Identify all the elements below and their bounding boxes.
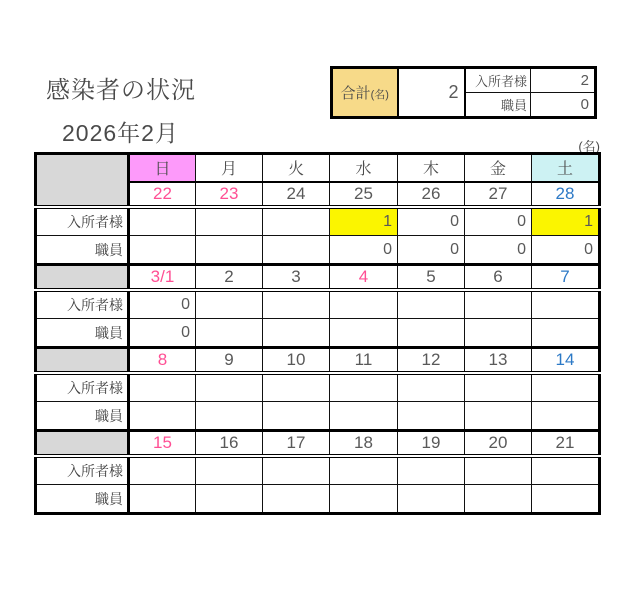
total-label-text: 合計 [340, 85, 371, 102]
residents-count-cell [196, 373, 263, 402]
residents-row-label: 入所者様 [36, 207, 129, 236]
date-cell: 20 [465, 431, 532, 456]
date-cell: 24 [263, 182, 330, 207]
month-title: 2026年2月 [62, 120, 179, 146]
day-header-mon: 月 [196, 154, 263, 182]
staff-count-cell [129, 236, 196, 265]
date-cell: 15 [129, 431, 196, 456]
date-cell: 21 [532, 431, 600, 456]
date-cell: 4 [330, 265, 398, 290]
date-cell: 9 [196, 348, 263, 373]
residents-count-cell [263, 207, 330, 236]
residents-count-cell [129, 456, 196, 485]
residents-count-cell [398, 373, 465, 402]
staff-count-cell [196, 402, 263, 431]
staff-count-cell: 0 [532, 236, 600, 265]
date-cell: 17 [263, 431, 330, 456]
week-blank-cell [36, 431, 129, 456]
date-cell: 2 [196, 265, 263, 290]
date-cell: 23 [196, 182, 263, 207]
residents-count-cell-highlighted: 1 [330, 207, 398, 236]
date-cell: 3 [263, 265, 330, 290]
residents-count-cell [398, 456, 465, 485]
infection-calendar-table [34, 152, 601, 515]
residents-count-cell [330, 373, 398, 402]
date-cell: 3/1 [129, 265, 196, 290]
week-blank-cell [36, 348, 129, 373]
day-header-thu: 木 [398, 154, 465, 182]
staff-count-cell [263, 319, 330, 348]
staff-count-cell [398, 485, 465, 514]
staff-count-cell [263, 485, 330, 514]
residents-row-label: 入所者様 [36, 290, 129, 319]
staff-count-cell [465, 402, 532, 431]
residents-count-cell [263, 373, 330, 402]
summary-staff-label: 職員 [465, 93, 531, 118]
staff-row-label: 職員 [36, 402, 129, 431]
residents-count-cell: 0 [398, 207, 465, 236]
date-cell: 7 [532, 265, 600, 290]
residents-count-cell [196, 456, 263, 485]
residents-count-cell [129, 207, 196, 236]
staff-count-cell: 0 [129, 319, 196, 348]
total-unit-text: (名) [370, 89, 389, 101]
date-cell: 26 [398, 182, 465, 207]
summary-staff-value: 0 [531, 93, 596, 118]
residents-count-cell: 0 [129, 290, 196, 319]
residents-count-cell [465, 456, 532, 485]
day-header-sat: 土 [532, 154, 600, 182]
date-cell: 11 [330, 348, 398, 373]
staff-row-label: 職員 [36, 319, 129, 348]
date-cell: 16 [196, 431, 263, 456]
staff-count-cell [196, 485, 263, 514]
week-blank-cell [36, 265, 129, 290]
date-cell: 12 [398, 348, 465, 373]
residents-count-cell-highlighted: 1 [532, 207, 600, 236]
staff-count-cell [330, 402, 398, 431]
total-label [332, 68, 398, 118]
staff-count-cell [196, 236, 263, 265]
unit-note: (名) [578, 139, 600, 154]
date-cell: 6 [465, 265, 532, 290]
residents-count-cell [398, 290, 465, 319]
residents-count-cell: 0 [465, 207, 532, 236]
staff-count-cell [196, 319, 263, 348]
date-cell: 27 [465, 182, 532, 207]
date-cell: 5 [398, 265, 465, 290]
date-cell: 18 [330, 431, 398, 456]
summary-residents-value: 2 [531, 68, 596, 93]
residents-count-cell [330, 290, 398, 319]
date-cell: 13 [465, 348, 532, 373]
summary-residents-label: 入所者様 [465, 68, 531, 93]
staff-count-cell [129, 485, 196, 514]
date-cell: 8 [129, 348, 196, 373]
staff-count-cell [398, 319, 465, 348]
date-cell: 10 [263, 348, 330, 373]
staff-count-cell: 0 [330, 236, 398, 265]
date-cell: 22 [129, 182, 196, 207]
residents-row-label: 入所者様 [36, 456, 129, 485]
residents-count-cell [532, 290, 600, 319]
residents-count-cell [532, 373, 600, 402]
residents-count-cell [330, 456, 398, 485]
residents-count-cell [532, 456, 600, 485]
residents-row-label: 入所者様 [36, 373, 129, 402]
residents-count-cell [196, 207, 263, 236]
date-cell: 19 [398, 431, 465, 456]
residents-count-cell [263, 456, 330, 485]
staff-count-cell: 0 [465, 236, 532, 265]
total-summary-table [330, 66, 597, 119]
staff-count-cell [465, 319, 532, 348]
staff-count-cell [398, 402, 465, 431]
residents-count-cell [263, 290, 330, 319]
date-cell: 28 [532, 182, 600, 207]
staff-count-cell [532, 485, 600, 514]
residents-count-cell [129, 373, 196, 402]
staff-count-cell [330, 319, 398, 348]
staff-count-cell [263, 402, 330, 431]
day-header-tue: 火 [263, 154, 330, 182]
page-title: 感染者の状況 [46, 77, 196, 104]
corner-blank-cell [36, 154, 129, 207]
staff-count-cell [532, 402, 600, 431]
total-value: 2 [398, 68, 465, 118]
date-cell: 14 [532, 348, 600, 373]
staff-row-label: 職員 [36, 485, 129, 514]
residents-count-cell [465, 373, 532, 402]
residents-count-cell [196, 290, 263, 319]
staff-count-cell: 0 [398, 236, 465, 265]
staff-count-cell [532, 319, 600, 348]
residents-count-cell [465, 290, 532, 319]
day-header-wed: 水 [330, 154, 398, 182]
staff-row-label: 職員 [36, 236, 129, 265]
day-header-fri: 金 [465, 154, 532, 182]
staff-count-cell [465, 485, 532, 514]
staff-count-cell [263, 236, 330, 265]
day-header-sun: 日 [129, 154, 196, 182]
date-cell: 25 [330, 182, 398, 207]
staff-count-cell [129, 402, 196, 431]
staff-count-cell [330, 485, 398, 514]
